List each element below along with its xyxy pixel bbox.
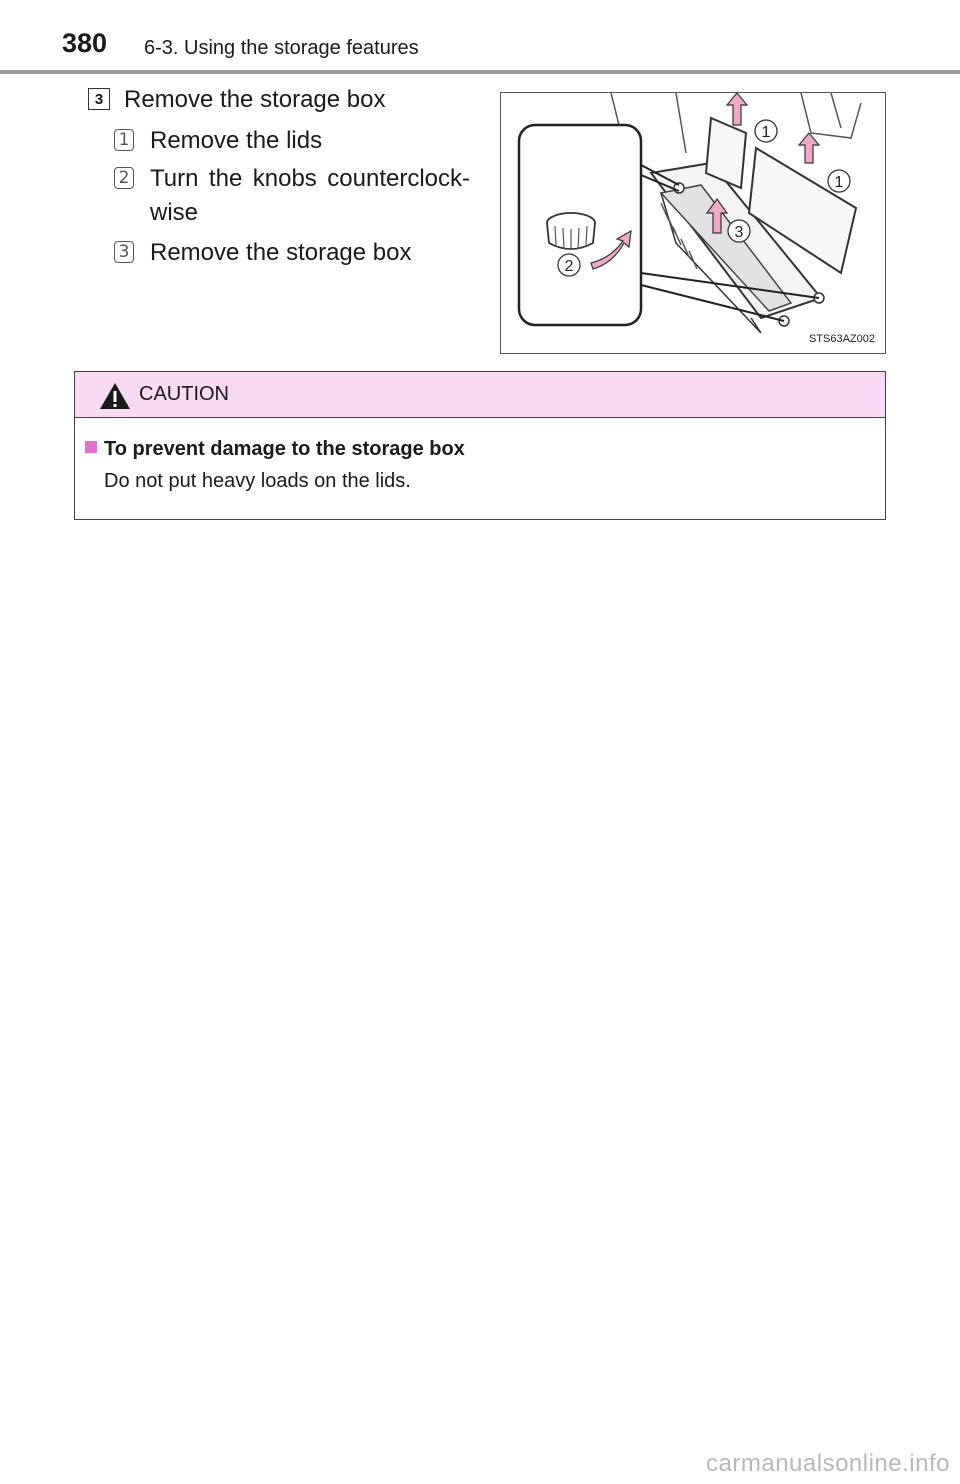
- page-header: [0, 0, 960, 74]
- caution-label: CAUTION: [139, 383, 229, 405]
- page-number: 380: [62, 28, 108, 58]
- storage-box-illustration: [500, 92, 886, 354]
- substep-text-2: Turn the knobs counterclock-wise: [150, 165, 470, 226]
- header-rule: [0, 70, 960, 74]
- substep-number-1: 1: [114, 129, 134, 151]
- substep-text-1: Remove the lids: [150, 127, 323, 154]
- figure-code: STS63AZ002: [808, 333, 875, 345]
- callout-2: 2: [564, 258, 574, 275]
- caution-box: [74, 371, 886, 520]
- watermark: carmanualsonline.info: [706, 1450, 950, 1477]
- caution-header: [75, 372, 885, 418]
- caution-body: Do not put heavy loads on the lids.: [104, 470, 411, 492]
- substep-text-3: Remove the storage box: [150, 239, 412, 266]
- substep-number-2: 2: [114, 167, 134, 189]
- step-number-box: 3: [88, 88, 110, 110]
- callout-3: 3: [734, 224, 744, 241]
- caution-heading: To prevent damage to the storage box: [104, 438, 465, 460]
- illustration-drawing: [501, 93, 885, 353]
- square-bullet-icon: [85, 441, 97, 453]
- callout-1b: 1: [834, 174, 844, 191]
- substep-number-3: 3: [114, 241, 134, 263]
- warning-triangle-icon: [99, 382, 131, 410]
- section-title: 6-3. Using the storage features: [144, 37, 419, 59]
- callout-1a: 1: [761, 124, 771, 141]
- step-title: Remove the storage box: [124, 86, 386, 113]
